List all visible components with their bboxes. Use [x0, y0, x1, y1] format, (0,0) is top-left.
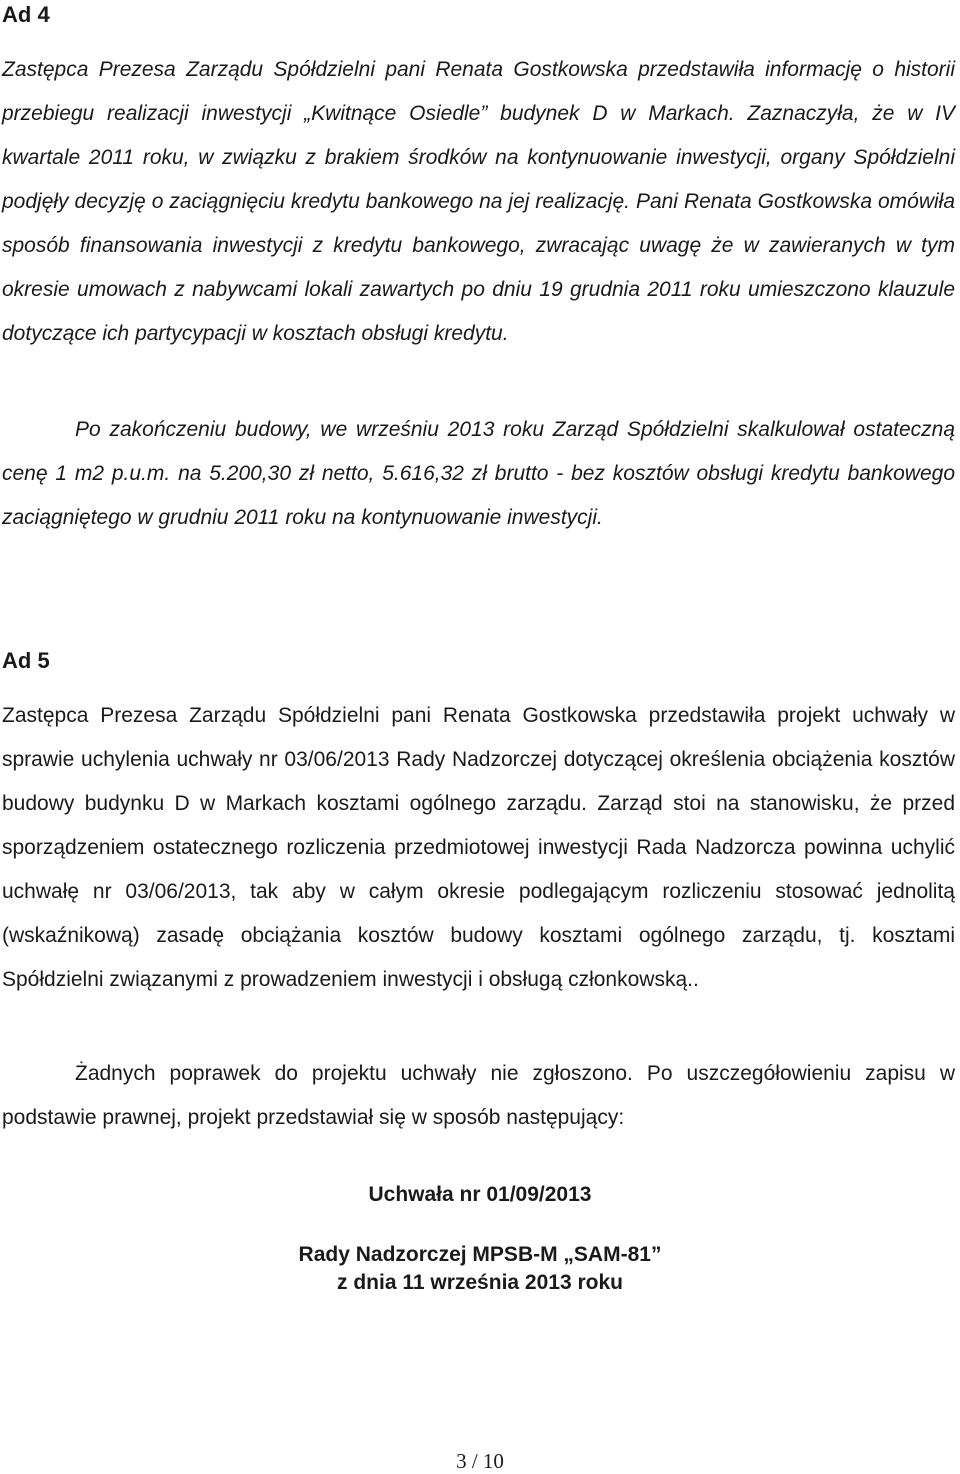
ad5-paragraph-1: Zastępca Prezesa Zarządu Spółdzielni pani Renata Gostkowska przedstawiła projekt uchwały w sprawie uchylenia uchwały nr 03/06/2013 Rady Nadzorczej dotyczącej określenia obciążenia kosztów budowy budynku D w Markach kosztami ogólnego zarządu. Zarząd stoi na stanowisku, że przed sporządzeniem ostatecznego rozliczenia przedmiotowej inwestycji Rada Nadzorcza powinna uchylić uchwałę nr 03/06/2013, tak aby w całym okresie podlegającym rozliczeniu stosować jednolitą (wskaźnikową) zasadę obciążania kosztów budowy kosztami ogólnego zarządu, tj. kosztami Spółdzielni związanymi z prowadzeniem inwestycji i obsługą członkowską..: [2, 704, 955, 991]
resolution-board: Rady Nadzorczej MPSB-M „SAM-81”: [298, 1243, 662, 1266]
ad4-paragraph-2-text: Po zakończeniu budowy, we wrześniu 2013 roku Zarząd Spółdzielni skalkulował ostateczną cenę 1 m2 p.u.m. na 5.200,30 zł netto, 5.616,32 zł brutto - bez kosztów obsługi kredytu bankowego zaciągniętego w grudniu 2011 roku na kontynuowanie inwestycji.: [2, 418, 955, 529]
section-heading-ad5: Ad 5: [2, 648, 50, 673]
ad4-paragraph-1-italic: Zastępca Prezesa Zarządu Spółdzielni pani Renata Gostkowska przedstawiła informację o historii przebiegu realizacji inwestycji „Kwitnące Osiedle” budynek D w Markach. Zaznaczyła, że w IV kwartale 2011 roku, w związku z brakiem środków na kontynuowanie inwestycji, organy Spółdzielni podjęły decyzję o zaciągnięciu kredytu bankowego na jej realizację.: [2, 58, 955, 213]
ad4-paragraph-1: [2, 48, 955, 356]
resolution-date: z dnia 11 września 2013 roku: [337, 1271, 623, 1294]
page-number: 3 / 10: [456, 1449, 504, 1473]
ad5-paragraph-2: [2, 1052, 955, 1140]
resolution-title: Uchwała nr 01/09/2013: [368, 1183, 592, 1206]
section-heading-ad4: Ad 4: [2, 2, 50, 27]
ad5-paragraph-2-text: Żadnych poprawek do projektu uchwały nie zgłoszono. Po uszczegółowieniu zapisu w podstawie prawnej, projekt przedstawiał się w sposób następujący:: [2, 1062, 955, 1129]
ad4-paragraph-2: [2, 408, 955, 540]
ad4-paragraph-1-cont: Pani Renata Gostkowska omówiła sposób finansowania inwestycji z kredytu bankowego, zwracając uwagę że w zawieranych w tym okresie umowach z nabywcami lokali zawartych po dniu 19 grudnia 2011 roku umieszczono klauzule dotyczące ich partycypacji w kosztach obsługi kredytu.: [2, 190, 955, 345]
